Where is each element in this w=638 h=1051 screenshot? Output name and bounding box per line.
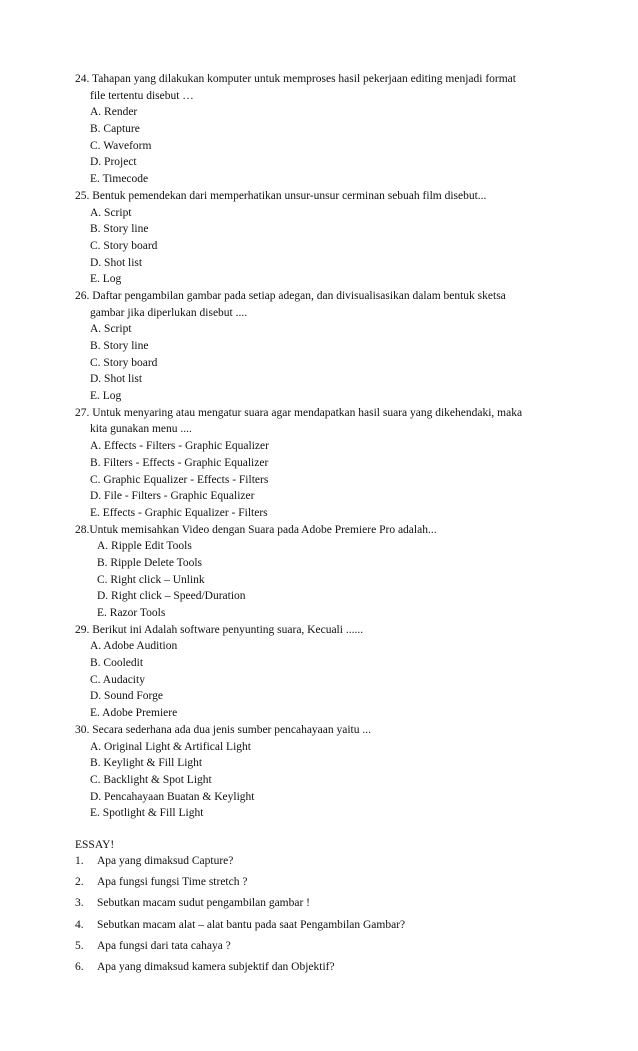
essay-number: 6. [75,960,84,973]
answer-option: C. Backlight & Spot Light [90,773,212,786]
essay-text: Apa fungsi dari tata cahaya ? [97,939,231,952]
answer-option: C. Audacity [90,673,145,686]
question-28 [75,522,575,622]
answer-option: E. Timecode [90,173,149,186]
answer-option: E. Effects - Graphic Equalizer - Filters [90,506,268,519]
question-27 [75,405,575,522]
answer-option: C. Story board [90,356,158,369]
answer-option: E. Adobe Premiere [90,707,178,720]
question-text: 28.Untuk memisahkan Video dengan Suara pada Adobe Premiere Pro adalah... [75,523,437,536]
question-text: 27. Untuk menyaring atau mengatur suara agar mendapatkan hasil suara yang dikehendaki, maka [75,406,523,419]
essay-number: 2. [75,876,84,889]
question-29 [75,622,575,722]
question-25 [75,188,575,288]
question-30 [75,722,575,822]
question-text: 30. Secara sederhana ada dua jenis sumber pencahayaan yaitu ... [75,723,371,736]
answer-option: D. File - Filters - Graphic Equalizer [90,490,255,503]
essay-heading: ESSAY! [75,839,115,851]
essay-text: Sebutkan macam sudut pengambilan gambar ! [97,897,311,910]
question-text: 24. Tahapan yang dilakukan komputer untuk memproses hasil pekerjaan editing menjadi format [75,73,516,85]
answer-option: D. Shot list [90,373,143,386]
answer-option: C. Graphic Equalizer - Effects - Filters [90,473,269,486]
answer-option: E. Razor Tools [97,607,166,619]
answer-option: C. Waveform [90,139,152,152]
essay-number: 1. [75,855,84,867]
essay-section [75,851,575,978]
answer-option: A. Render [90,106,138,119]
answer-option: E. Log [90,390,122,403]
essay-number: 4. [75,918,84,931]
question-text: gambar jika diperlukan disebut .... [90,306,248,319]
essay-number: 3. [75,897,84,910]
essay-question [75,936,575,957]
answer-option: B. Ripple Delete Tools [97,556,203,569]
answer-option: A. Adobe Audition [90,640,178,653]
multiple-choice-section [75,71,575,822]
answer-option: E. Spotlight & Fill Light [90,807,204,820]
answer-option: D. Pencahayaan Buatan & Keylight [90,790,255,803]
essay-text: Apa yang dimaksud kamera subjektif dan Objektif? [97,960,335,973]
answer-option: A. Script [90,206,132,219]
question-text: kita gunakan menu .... [90,423,192,436]
essay-text: Apa fungsi fungsi Time stretch ? [97,876,248,889]
answer-option: A. Script [90,323,132,336]
essay-question [75,872,575,893]
essay-question [75,915,575,936]
answer-option: D. Project [90,156,137,169]
essay-number: 5. [75,939,84,952]
answer-option: A. Ripple Edit Tools [97,540,192,553]
answer-option: C. Right click – Unlink [97,573,205,586]
answer-option: E. Log [90,273,122,286]
answer-option: B. Story line [90,223,149,236]
answer-option: B. Keylight & Fill Light [90,757,203,770]
question-text: 29. Berikut ini Adalah software penyunting suara, Kecuali ...... [75,623,364,636]
answer-option: D. Shot list [90,256,143,269]
question-text: file tertentu disebut … [90,89,194,102]
question-24 [75,71,575,188]
essay-question [75,851,575,872]
essay-question [75,893,575,914]
answer-option: B. Cooledit [90,657,144,670]
question-text: 25. Bentuk pemendekan dari memperhatikan unsur-unsur cerminan sebuah film disebut... [75,189,487,202]
answer-option: D. Right click – Speed/Duration [97,590,246,603]
question-26 [75,288,575,405]
essay-text: Sebutkan macam alat – alat bantu pada saat Pengambilan Gambar? [97,918,406,931]
answer-option: A. Original Light & Artifical Light [90,740,251,753]
answer-option: A. Effects - Filters - Graphic Equalizer [90,440,269,453]
answer-option: B. Capture [90,123,140,136]
answer-option: C. Story board [90,239,158,252]
answer-option: B. Filters - Effects - Graphic Equalizer [90,456,269,469]
essay-text: Apa yang dimaksud Capture? [97,855,234,867]
answer-option: D. Sound Forge [90,690,163,703]
question-text: 26. Daftar pengambilan gambar pada setiap adegan, dan divisualisasikan dalam bentuk sketsa [75,289,506,302]
answer-option: B. Story line [90,340,149,352]
essay-question [75,957,575,978]
